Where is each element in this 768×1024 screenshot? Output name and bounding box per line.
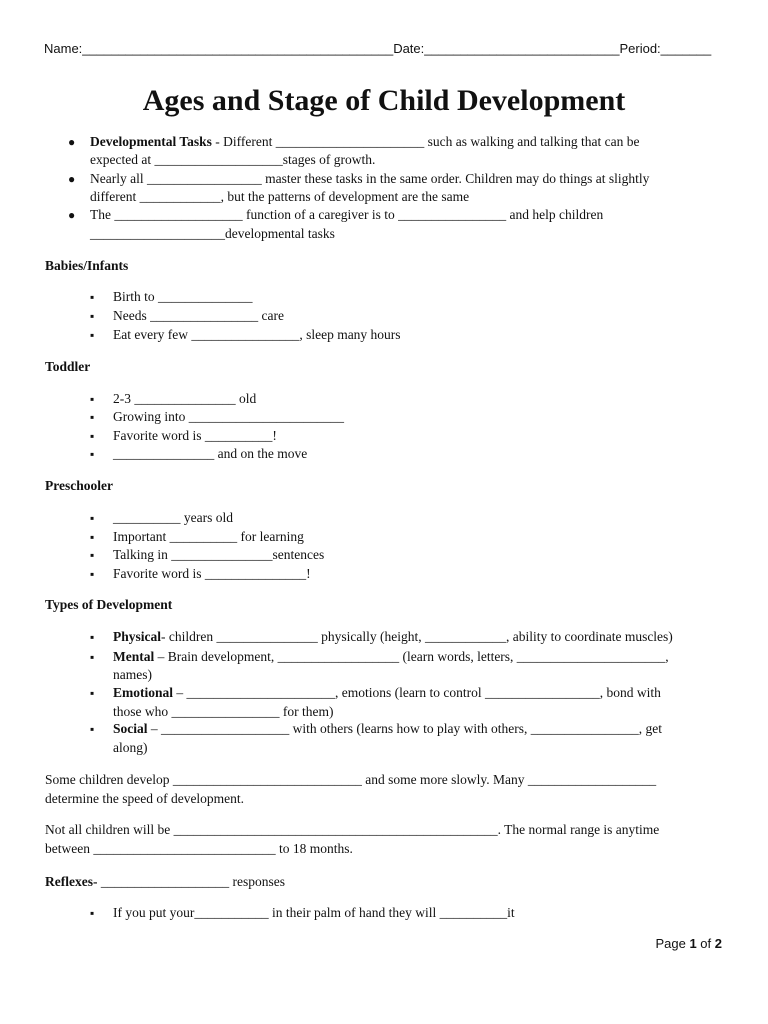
intro-item-1 — [90, 133, 639, 152]
intro-item-3: The ___________________ function of a caregiver is to ________________ and help children — [90, 207, 604, 222]
square-bullet-icon: ▪ — [90, 290, 95, 304]
type-social — [113, 720, 662, 739]
type-emotional — [113, 684, 661, 703]
name-field[interactable]: Name:___________________________________________ — [44, 41, 394, 56]
square-bullet-icon: ▪ — [90, 309, 95, 323]
intro-item-2: Nearly all _________________ master these tasks in the same order. Children may do things at slightly — [90, 171, 650, 186]
type-physical-label: Physical — [113, 629, 162, 644]
square-bullet-icon: ▪ — [90, 650, 95, 664]
square-bullet-icon: ▪ — [90, 447, 95, 461]
bullet-icon: ● — [68, 208, 76, 222]
intro-item-1-line2: expected at ___________________stages of growth. — [90, 152, 376, 167]
intro-item-1-text: - Different ______________________ such as walking and talking that can be — [211, 134, 640, 149]
type-mental-label: Mental — [113, 649, 155, 664]
date-field[interactable]: Date:___________________________ — [393, 41, 620, 56]
square-bullet-icon: ▪ — [90, 410, 95, 424]
toddler-heading: Toddler — [45, 359, 91, 374]
square-bullet-icon: ▪ — [90, 530, 95, 544]
list-item: Favorite word is _______________! — [113, 566, 311, 581]
page-total: 2 — [714, 936, 722, 951]
list-item: 2-3 _______________ old — [113, 391, 257, 406]
header-line — [44, 41, 711, 56]
paragraph-2-line1: Not all children will be ________________________________________________. The normal range is anytime — [45, 822, 660, 837]
type-emotional-label: Emotional — [113, 685, 174, 700]
square-bullet-icon: ▪ — [90, 511, 95, 525]
babies-heading: Babies/Infants — [45, 258, 129, 273]
type-physical-text: - children _______________ physically (height, ____________, ability to coordinate muscles) — [161, 629, 673, 644]
type-social-label: Social — [113, 721, 148, 736]
square-bullet-icon: ▪ — [90, 722, 95, 736]
list-item: Important __________ for learning — [113, 529, 304, 544]
page-title: Ages and Stage of Child Development — [142, 84, 626, 117]
square-bullet-icon: ▪ — [90, 906, 95, 920]
reflexes-line — [45, 873, 285, 892]
paragraph-2-line2: between ___________________________ to 18 months. — [45, 841, 353, 856]
square-bullet-icon: ▪ — [90, 567, 95, 581]
reflexes-label: Reflexes- — [45, 874, 98, 889]
type-mental-line2: names) — [113, 667, 152, 682]
list-item: __________ years old — [113, 510, 233, 525]
period-field[interactable]: Period:_______ — [619, 41, 712, 56]
list-item: Needs ________________ care — [113, 308, 284, 323]
types-heading: Types of Development — [45, 597, 173, 612]
square-bullet-icon: ▪ — [90, 630, 95, 644]
bullet-icon: ● — [68, 135, 76, 149]
list-item: Growing into _______________________ — [113, 409, 344, 424]
intro-item-3-line2: ____________________developmental tasks — [90, 226, 335, 241]
paragraph-1-line2: determine the speed of development. — [45, 791, 245, 806]
list-item: Eat every few ________________, sleep many hours — [113, 327, 401, 342]
intro-item-1-bold: Developmental Tasks — [90, 134, 212, 149]
square-bullet-icon: ▪ — [90, 686, 95, 700]
type-mental — [113, 648, 669, 667]
page-number — [655, 936, 722, 951]
type-social-line2: along) — [113, 740, 148, 755]
type-emotional-text: – ______________________, emotions (learn to control _________________, bond with — [173, 685, 661, 700]
page-current: 1 — [689, 936, 697, 951]
type-emotional-line2: those who ________________ for them) — [113, 704, 334, 719]
reflexes-text: ___________________ responses — [97, 874, 285, 889]
square-bullet-icon: ▪ — [90, 429, 95, 443]
page-word: Page — [655, 936, 690, 951]
square-bullet-icon: ▪ — [90, 548, 95, 562]
square-bullet-icon: ▪ — [90, 392, 95, 406]
list-item: _______________ and on the move — [113, 446, 308, 461]
list-item: Birth to ______________ — [113, 289, 253, 304]
list-item: If you put your___________ in their palm of hand they will __________it — [113, 905, 515, 920]
list-item: Favorite word is __________! — [113, 428, 277, 443]
of-word: of — [696, 936, 715, 951]
type-physical — [113, 628, 673, 647]
square-bullet-icon: ▪ — [90, 328, 95, 342]
type-mental-text: – Brain development, __________________ (learn words, letters, ______________________, — [154, 649, 669, 664]
list-item: Talking in _______________sentences — [113, 547, 325, 562]
paragraph-1-line1: Some children develop ____________________________ and some more slowly. Many ___________________ — [45, 772, 657, 787]
intro-item-2-line2: different ____________, but the patterns of development are the same — [90, 189, 470, 204]
type-social-text: – ___________________ with others (learns how to play with others, ________________, get — [147, 721, 662, 736]
bullet-icon: ● — [68, 172, 76, 186]
preschooler-heading: Preschooler — [45, 478, 113, 493]
